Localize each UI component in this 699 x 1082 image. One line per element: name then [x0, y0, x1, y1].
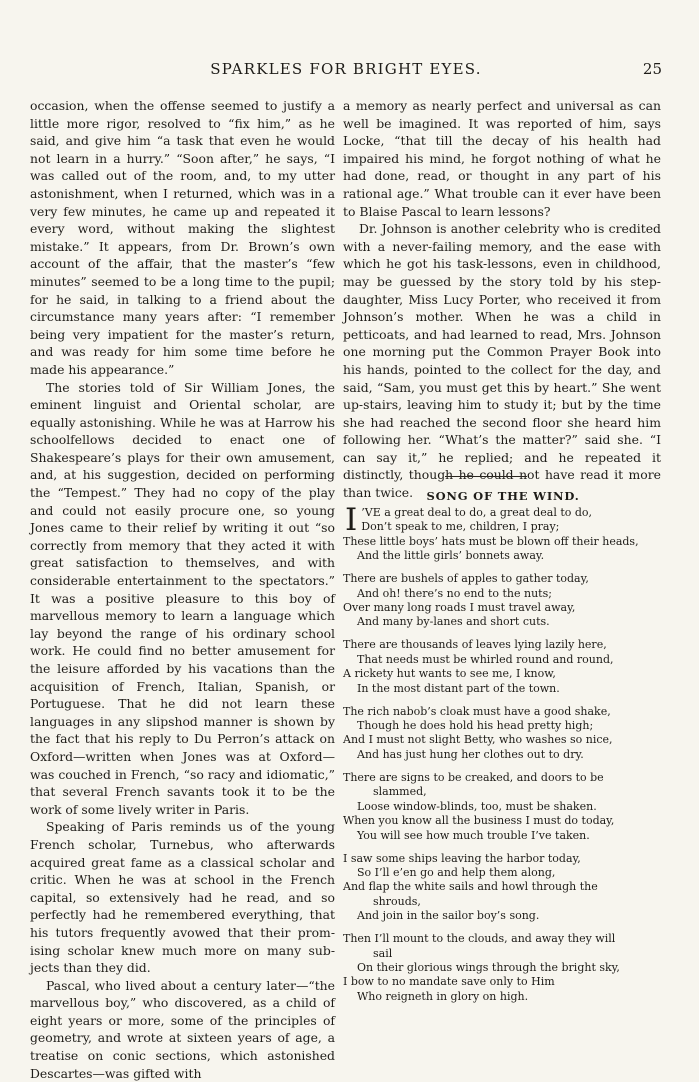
poem-title: SONG OF THE WIND. [426, 489, 580, 503]
poem-line: And I must not slight Betty, who washes so nice, [343, 733, 613, 747]
poem-line: And many by-lanes and short cuts. [357, 615, 550, 629]
poem-line: Though he does hold his head pretty high; [357, 719, 594, 733]
poem-line: There are thousands of leaves lying lazily here, [343, 638, 607, 652]
paragraph: Pascal, who lived about a century later—“the marvellous boy,” who discovered, as a child of eight years or more, some of the principles of geometry, and wrote at sixteen years of age, a treatise on conic sections, which astonished Descartes—was gifted with [30, 977, 335, 1081]
paragraph: a memory as nearly perfect and universal as can well be imagined. It was reported of him, says Locke, “that till the decay of his health had impaired his mind, he forgot nothing of what he had done, read, or thought in any part of his rational age.” What trouble can it ever have been to Blaise Pascal to learn lessons? [343, 98, 661, 219]
poem-line: These little boys’ hats must be blown off their heads, [343, 534, 639, 548]
poem-line: I bow to no mandate save only to Him [343, 975, 555, 989]
poem-line: There are signs to be creaked, and doors to be [343, 770, 604, 784]
poem-line: Don’t speak to me, children, I pray; [361, 520, 560, 534]
poem-line: And flap the white sails and howl through the [343, 880, 598, 894]
paragraph: Dr. Johnson is another celebrity who is credited with a never-failing memory, and the ease with which he got his task-lessons, even in childhood, may be guessed by the story told by his step-daughter, Miss Lucy Porter, who received it from Johnson’s mother. When he was a child in petticoats, and had learned to read, Mrs. Johnson one morning put the Common Prayer Book into his hands, pointed to the collect for the day, and said, “Sam, you must get this by heart.” She went up-stairs, leaving him to study it; but by the time she had reached the second floor she heard him following her. “What’s the matter?” said she. “I can say it,” he replied; and he repeated it distinctly, though he could not have read it more than twice. [343, 221, 661, 501]
poem-line: I saw some ships leaving the harbor today, [343, 851, 581, 865]
poem-line: Who reigneth in glory on high. [357, 989, 529, 1003]
poem-stanza [343, 852, 673, 924]
poem-line: Then I’ll mount to the clouds, and away they will [343, 932, 616, 946]
poem-line: ’VE a great deal to do, a great deal to do, [361, 506, 593, 519]
poem-stanza [343, 572, 673, 630]
running-title: SPARKLES FOR BRIGHT EYES. [210, 60, 482, 78]
poem-line: So I’ll e’en go and help them along, [357, 865, 556, 879]
left-column [30, 97, 335, 1082]
poem-line: When you know all the business I must do today, [343, 814, 615, 828]
poem-line: You will see how much trouble I’ve taken. [357, 828, 590, 842]
poem [343, 502, 673, 1013]
poem-line: The rich nabob’s cloak must have a good shake, [343, 704, 611, 718]
paragraph: occasion, when the offense seemed to justify a little more rigor, resolved to “fix him,” as he said, and give him “a task that even he would not learn in a hurry.” “Soon after,” he says, “I was called out of the room, and, to my utter astonishment, when I returned, which was in a very few minutes, he came up and repeated it every word, without making the slightest mistake.” It appears, from Dr. Brown’s own account of the affair, that the master’s “few minutes” seemed to be a long time to the pupil; for he said, in talking to a friend about the circumstance many years after: “I remember being very impatient for the master’s return, and was ready for him some time before he made his appearance.” [30, 98, 335, 377]
poem-line: And the little girls’ bonnets away. [357, 549, 545, 563]
poem-line: slammed, [373, 785, 427, 799]
poem-stanza [343, 705, 673, 763]
poem-line: Over many long roads I must travel away, [343, 601, 576, 615]
page-number: 25 [642, 60, 662, 78]
paragraph: The stories told of Sir William Jones, the eminent linguist and Oriental scholar, are equally astonishing. While he was at Harrow his schoolfellows decided to enact one of Shakespeare’s plays for their own amusement, and, at his suggestion, decided on performing the “Tempest.” They had no copy of the play and could not easily procure one, so young Jones came to their relief by writing it out “so correctly from memory that they acted it with great satisfaction to themselves, and with considerable entertainment to the spectators.” It was a positive pleasure to this boy of marvellous memory to learn a language which lay beyond the range of his ordinary school work. He could find no better amusement for the leisure afforded by his vacations than the acquisition of French, Italian, Spanish, or Portuguese. That he did not learn these languages in any slipshod manner is shown by the fact that his reply to Du Perron’s attack on Oxford—written when Jones was at Oxford—was couched in French, “so racy and idiomatic,” that several French savants took it to be the work of some lively writer in Paris. [30, 379, 335, 817]
poem-line: On their glorious wings through the bright sky, [357, 960, 620, 974]
poem-line: In the most distant part of the town. [357, 681, 560, 695]
poem-line: There are bushels of apples to gather today, [343, 572, 589, 586]
poem-line: And oh! there’s no end to the nuts; [357, 586, 552, 600]
right-column [343, 97, 661, 502]
poem-line: shrouds, [373, 894, 421, 908]
poem-stanza [343, 771, 673, 843]
poem-line: That needs must be whirled round and round, [357, 652, 614, 666]
poem-line: And has just hung her clothes out to dry. [357, 747, 584, 761]
page-header [30, 58, 662, 82]
poem-line: And join in the sailor boy’s song. [357, 909, 540, 923]
paragraph: Speaking of Paris reminds us of the young French scholar, Turnebus, who afterwards acquired great fame as a classical scholar and critic. When he was at school in the French capital, so extensively had he read, and so perfectly had he remembered everything, that his tutors frequently avowed that their promising scholar knew much more on many subjects than they did. [30, 819, 335, 976]
drop-cap: I [345, 502, 358, 538]
poem-line: A rickety hut wants to see me, I know, [343, 667, 556, 681]
poem-line: Loose window-blinds, too, must be shaken. [357, 799, 597, 813]
poem-line: sail [373, 946, 393, 960]
poem-stanza [343, 932, 673, 1004]
section-divider [445, 476, 527, 477]
poem-stanza [343, 638, 673, 696]
poem-stanza [343, 502, 673, 564]
